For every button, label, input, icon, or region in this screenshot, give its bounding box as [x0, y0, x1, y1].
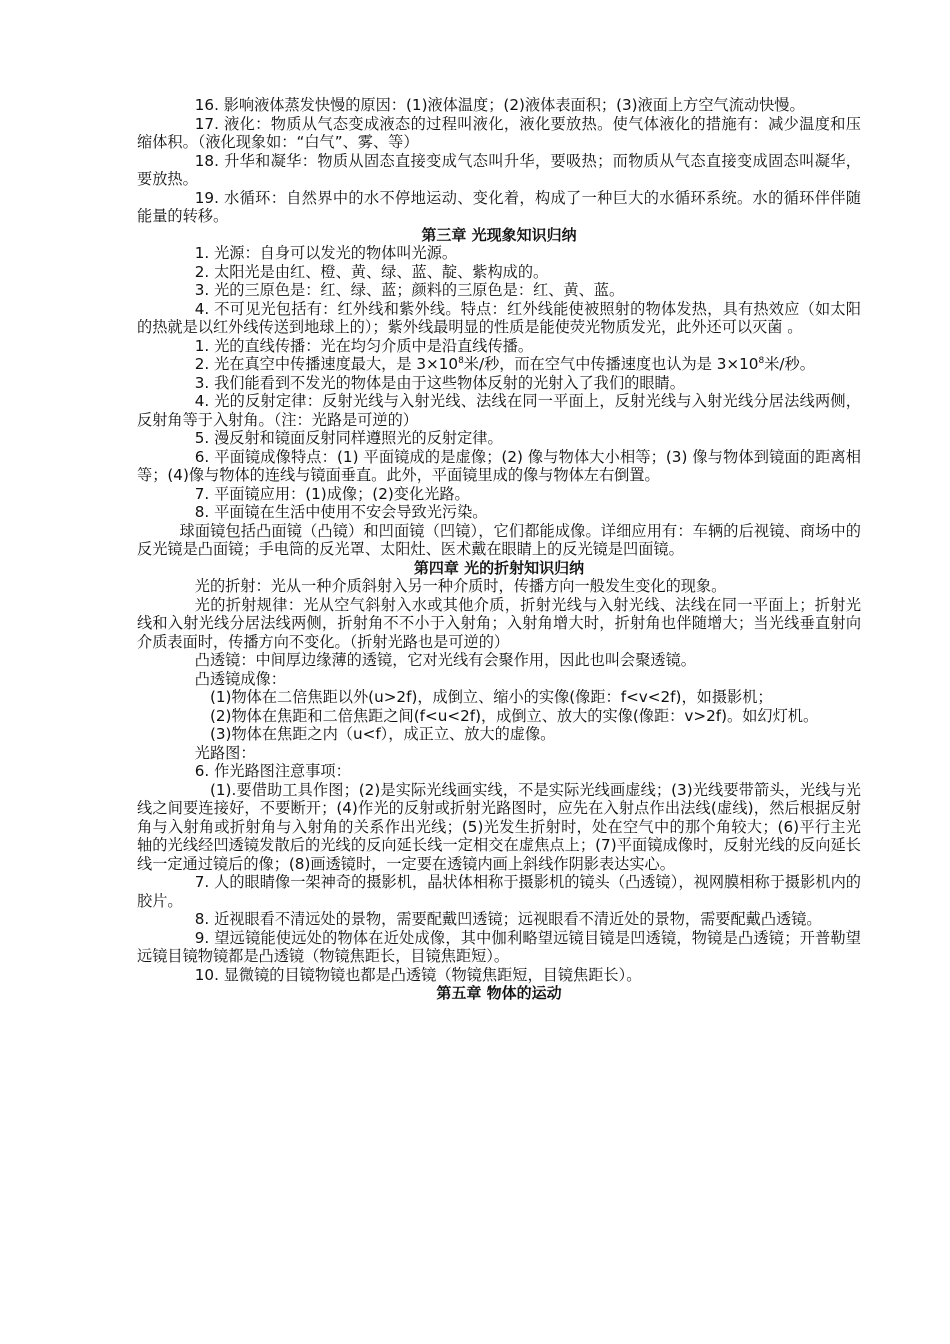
- paragraph-ch3-speed: [137, 355, 861, 374]
- paragraph-ch2-18: 18. 升华和凝华：物质从固态直接变成气态叫升华，要吸热；而物质从气态直接变成固态叫凝华，要放热。: [137, 151, 861, 188]
- paragraph-ch4-4: 凸透镜成像：: [194, 669, 286, 688]
- paragraph-ch4-2: 光的折射规律：光从空气斜射入水或其他介质，折射光线与入射光线、法线在同一平面上；折射光线和入射光线分居法线两侧，折射角不不小于入射角；入射角增大时，折射角也伴随增大；当光线垂直射向介质表面时，传播方向不变化。（折射光路也是可逆的）: [137, 595, 861, 651]
- paragraph-ch3-8: 4. 光的反射定律：反射光线与入射光线、法线在同一平面上，反射光线与入射光线分居法线两侧，反射角等于入射角。（注：光路是可逆的）: [137, 392, 861, 429]
- document-page: [137, 96, 861, 1003]
- paragraph-ch3-7: 3. 我们能看到不发光的物体是由于这些物体反射的光射入了我们的眼睛。: [194, 373, 685, 392]
- paragraph-ch3-10: 6. 平面镜成像特点：(1) 平面镜成的是虚像；(2) 像与物体大小相等；(3) 像与物体到镜面的距离相等；(4)像与物体的连线与镜面垂直。此外，平面镜里成的像与物体左右倒置。: [137, 447, 861, 484]
- paragraph-ch4-3: 凸透镜：中间厚边缘薄的透镜，它对光线有会聚作用，因此也叫会聚透镜。: [194, 651, 696, 669]
- paragraph-ch3-1: 1. 光源：自身可以发光的物体叫光源。: [194, 244, 458, 262]
- paragraph-ch4-10: (1).要借助工具作图；(2)是实际光线画实线，不是实际光线画虚线；(3)光线要带箭头，光线与光线之间要连接好，不要断开；(4)作光的反射或折射光路图时，应先在入射点作出法线(虚线)，然后根据反射角与入射角或折射角与入射角的关系作出光线；(5)光发生折射时，处在空气中的那个角较大；(6)平行主光轴的光线经凹透镜发散后的光线的反向延长线一定相交在虚焦点上；(7)平面镜成像时，反射光线的反向延长线一定通过镜后的像；(8)画透镜时，一定要在透镜内画上斜线作阴影表达实心。: [137, 780, 861, 873]
- paragraph-ch4-14: 10. 显微镜的目镜物镜也都是凸透镜（物镜焦距短，目镜焦距长）。: [194, 965, 642, 984]
- speed-text-a: 2. 光在真空中传播速度最大，是 3×10: [194, 355, 459, 373]
- paragraph-ch2-19: 19. 水循环：自然界中的水不停地运动、变化着，构成了一种巨大的水循环系统。水的循环伴伴随能量的转移。: [137, 188, 861, 225]
- chapter-5-heading: 第五章 物体的运动: [436, 984, 562, 1002]
- paragraph-ch2-16: 16. 影响液体蒸发快慢的原因：(1)液体温度；(2)液体表面积；(3)液面上方空气流动快慢。: [194, 96, 805, 114]
- chapter-3-heading: 第三章 光现象知识归纳: [421, 225, 577, 244]
- speed-text-c: 米/秒。: [764, 355, 815, 373]
- paragraph-ch3-9: 5. 漫反射和镜面反射同样遵照光的反射定律。: [194, 429, 503, 447]
- paragraph-ch3-11: 7. 平面镜应用：(1)成像；(2)变化光路。: [194, 484, 470, 503]
- paragraph-ch4-5: (1)物体在二倍焦距以外(u>2f)，成倒立、缩小的实像(像距：f<v<2f)，如摄影机；: [209, 688, 773, 706]
- speed-exponent-1: 8: [458, 355, 464, 366]
- paragraph-ch3-13: 球面镜包括凸面镜（凸镜）和凹面镜（凹镜），它们都能成像。详细应用有：车辆的后视镜、商场中的反光镜是凸面镜；手电筒的反光罩、太阳灶、医术戴在眼睛上的反光镜是凹面镜。: [137, 521, 861, 558]
- paragraph-ch4-13: 9. 望远镜能使远处的物体在近处成像，其中伽利略望远镜目镜是凹透镜，物镜是凸透镜；开普勒望远镜目镜物镜都是凸透镜（物镜焦距长，目镜焦距短）。: [137, 928, 861, 965]
- paragraph-ch3-3: 3. 光的三原色是：红、绿、蓝；颜料的三原色是：红、黄、蓝。: [194, 281, 625, 299]
- paragraph-ch4-9: 6. 作光路图注意事项：: [194, 762, 351, 780]
- chapter-4-heading: 第四章 光的折射知识归纳: [413, 558, 585, 577]
- paragraph-ch3-4: 4. 不可见光包括有：红外线和紫外线。特点：红外线能使被照射的物体发热，具有热效应（如太阳的热就是以红外线传送到地球上的）；紫外线最明显的性质是能使荧光物质发光，此外还可以灭菌 。: [137, 299, 861, 336]
- paragraph-ch2-17: 17. 液化：物质从气态变成液态的过程叫液化，液化要放热。使气体液化的措施有：减少温度和压缩体积。（液化现象如：“白气”、雾、等）: [137, 114, 861, 151]
- speed-text-b: 米/秒，而在空气中传播速度也认为是 3×10: [463, 355, 759, 373]
- speed-exponent-2: 8: [758, 355, 765, 366]
- paragraph-ch4-1: 光的折射：光从一种介质斜射入另一种介质时，传播方向一般发生变化的现象。: [194, 577, 727, 595]
- paragraph-ch3-12: 8. 平面镜在生活中使用不安会导致光污染。: [194, 503, 488, 521]
- paragraph-ch4-8: 光路图：: [194, 743, 256, 762]
- paragraph-ch3-5: 1. 光的直线传播：光在均匀介质中是沿直线传播。: [194, 336, 534, 355]
- paragraph-ch4-12: 8. 近视眼看不清远处的景物，需要配戴凹透镜；远视眼看不清近处的景物，需要配戴凸透镜。: [194, 910, 822, 928]
- paragraph-ch4-6: (2)物体在焦距和二倍焦距之间(f<u<2f)，成倒立、放大的实像(像距：v>2f)。如幻灯机。: [209, 706, 819, 725]
- paragraph-ch4-11: 7. 人的眼睛像一架神奇的摄影机，晶状体相称于摄影机的镜头（凸透镜），视网膜相称于摄影机内的胶片。: [137, 873, 861, 910]
- paragraph-ch3-2: 2. 太阳光是由红、橙、黄、绿、蓝、靛、紫构成的。: [194, 262, 549, 281]
- paragraph-ch4-7: (3)物体在焦距之内（u<f），成正立、放大的虚像。: [209, 725, 556, 743]
